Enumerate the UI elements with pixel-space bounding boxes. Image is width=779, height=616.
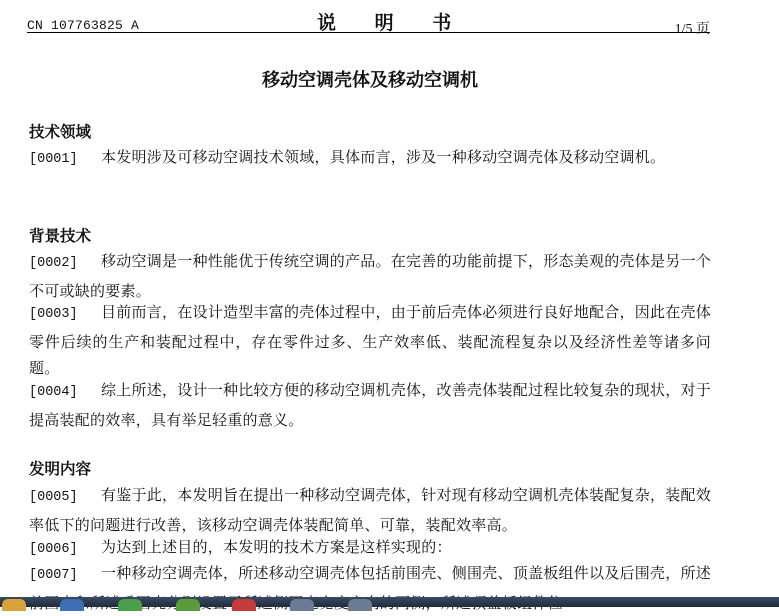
- paragraph-0004: [29, 377, 711, 433]
- taskbar-app-icon[interactable]: [290, 599, 314, 611]
- taskbar-app-icon[interactable]: [232, 599, 256, 611]
- paragraph-number: [0001]: [29, 152, 78, 167]
- paragraph-text: 为达到上述目的，本发明的技术方案是这样实现的：: [101, 538, 452, 556]
- header-bar: [27, 6, 710, 37]
- paragraph-text: 综上所述，设计一种比较方便的移动空调机壳体，改善壳体装配过程比较复杂的现状，对于提高装配的效率，具有举足轻重的意义。: [29, 381, 712, 429]
- section-heading-background: 背景技术: [29, 227, 92, 245]
- taskbar-app-icon[interactable]: [60, 599, 84, 611]
- header-divider: [27, 32, 710, 33]
- paragraph-number: [0002]: [29, 256, 78, 271]
- paragraph-number: [0004]: [29, 385, 78, 400]
- paragraph-number: [0003]: [29, 307, 78, 322]
- paragraph-number: [0005]: [29, 490, 78, 505]
- taskbar: [0, 597, 779, 607]
- paragraph-0002: [29, 248, 711, 304]
- paragraph-text: 一种移动空调壳体，所述移动空调壳体包括前围壳、侧围壳、顶盖板组件以及后围壳，所述: [101, 564, 712, 582]
- document-type-label: 说 明 书: [317, 12, 468, 34]
- taskbar-app-icon[interactable]: [2, 599, 26, 611]
- publication-number: CN 107763825 A: [27, 18, 140, 33]
- section-heading-summary: 发明内容: [29, 460, 92, 478]
- taskbar-app-icon[interactable]: [118, 599, 142, 611]
- paragraph-text: 有鉴于此，本发明旨在提出一种移动空调壳体，针对现有移动空调机壳体装配复杂，装配效率低下的问题进行改善，该移动空调壳体装配简单、可靠，装配效率高。: [29, 486, 712, 534]
- paragraph-0007: [29, 560, 711, 597]
- taskbar-app-icon[interactable]: [348, 599, 372, 611]
- paragraph-number: [0007]: [29, 568, 78, 583]
- paragraph-text: 目前而言，在设计造型丰富的壳体过程中，由于前后壳体必须进行良好地配合，因此在壳体零件后续的生产和装配过程中，存在零件过多、生产效率低、装配流程复杂以及经济性差等诸多问题。: [29, 303, 712, 377]
- paragraph-text: 本发明涉及可移动空调技术领域，具体而言，涉及一种移动空调壳体及移动空调机。: [101, 148, 666, 166]
- section-heading-technical-field: 技术领域: [29, 123, 92, 141]
- taskbar-app-icon[interactable]: [176, 599, 200, 611]
- paragraph-0003: [29, 299, 711, 382]
- page-indicator: 1/5 页: [674, 22, 710, 37]
- paragraph-0001: [29, 144, 711, 174]
- paragraph-0005: [29, 482, 711, 538]
- paragraph-number: [0006]: [29, 542, 78, 557]
- paragraph-text: 移动空调是一种性能优于传统空调的产品。在完善的功能前提下，形态美观的壳体是另一个不可或缺的要素。: [29, 252, 712, 300]
- document-title: 移动空调壳体及移动空调机: [262, 70, 478, 91]
